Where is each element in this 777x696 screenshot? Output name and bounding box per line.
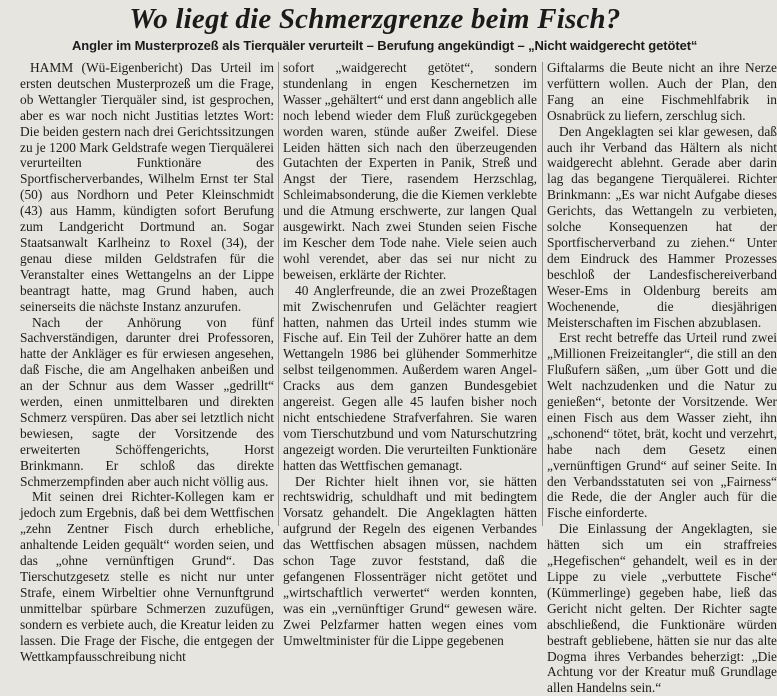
article-headline: Wo liegt die Schmerzgrenze beim Fisch? [129,3,621,35]
article-paragraph: HAMM (Wü-Eigenbericht) Das Urteil im ersten deutschen Musterprozeß um die Frage, ob Wettangler Tierquäler sind, ist gesprochen, aber es war noch nicht Justitias letztes Wort: Die beiden gestern nach drei Gerichtssitzungen zu je 1200 Mark Geldstrafe wegen Tierquälerei verurteilten Funktionäre des Sportfischerverbandes, Wilhelm Ernst ter Stal (50) aus Nordhorn und Peter Kleinschmidt (43) aus Hamm, kündigten sofort Berufung zum Landgericht Dortmund an. Sogar Staatsanwalt Karlheinz to Roxel (34), der genau diese milden Geldstrafen für die Veranstalter eines Wettangelns an der Lippe beantragt hatte, mag Grund haben, auch seinerseits die nächste Instanz anzurufen. [20,60,274,314]
article-column-2 [283,60,537,648]
article-column-3 [547,60,777,696]
article-paragraph: Erst recht betreffe das Urteil rund zwei „Millionen Freizeitangler“, die still an den Flußufern säßen, „um über Gott und die Welt nachzudenken und die Natur zu genießen“, betonte der Vorsitzende. Wer einen Fisch aus dem Wasser zieht, ihn „schonend“ tötet, brät, kocht und verzehrt, habe nach dem Gesetz einen „vernünftigen Grund“ auf seiner Seite. In den Verbandsstatuten sei von „Fairness“ die Rede, die der Angler auch für die Fische einforderte. [547,330,777,521]
article-paragraph: Die Einlassung der Angeklagten, sie hätten sich um ein straffreies „Hegefischen“ gehandelt, weil es in der Lippe zu viele „verbuttete Fische“ (Kümmerlinge) gegeben habe, ließ das Gericht nicht gelten. Der Richter sagte abschließend, die Funktionäre würden bestraft gebliebene, hätten sie nur das alte Dogma ihres Verbandes beherzigt: „Die Achtung vor der Kreatur muß Grundlage allen Handelns sein.“ [547,521,777,696]
article-paragraph: Mit seinen drei Richter-Kollegen kam er jedoch zum Ergebnis, daß bei dem Wettfischen „zehn Zentner Fisch durch erhebliche, anhaltende Leiden gequält“ worden seien, und das „ohne vernünftigen Grund“. Das Tierschutzgesetz stelle es nicht nur unter Strafe, einem Wirbeltier ohne Vernunftgrund unmittelbar spürbare Schmerzen zuzufügen, sondern es verbiete auch, die Kreatur leiden zu lassen. Die Frage der Fische, die entgegen der Wettkampfausschreibung nicht [20,489,274,664]
article-column-1 [20,60,274,664]
article-paragraph: Den Angeklagten sei klar gewesen, daß auch ihr Verband das Hältern als nicht waidgerecht ablehnt. Gerade aber darin lag das begangene Tierquälerei. Richter Brinkmann: „Es war nicht Aufgabe dieses Gerichts, das Wettangeln zu verbieten, solche Konsequenzen hat der Sportfischerverband zu ziehen.“ Unter dem Eindruck des Hammer Prozesses beschloß der Landesfischereiverband Weser-Ems in Oldenburg bereits am Wochenende, die diesjährigen Meisterschaften im Fischen abzublasen. [547,123,777,330]
article-subheadline: Angler im Musterprozeß als Tierquäler verurteilt – Berufung angekündigt – „Nicht waidgerecht getötet“ [72,38,698,53]
article-paragraph: 40 Anglerfreunde, die an zwei Prozeßtagen mit Zwischenrufen und Gelächter reagiert hatten, nahmen das Urteil indes stumm wie Fische auf. Ein Teil der Zuhörer hatte an dem Wettangeln 1986 bei glühender Sommerhitze selbst teilgenommen. Außerdem waren Angel-Cracks aus dem ganzen Bundesgebiet angereist. Gegen alle 45 laufen bisher noch nicht entschiedene Strafverfahren. Sie waren vom Tierschutzbund und vom Naturschutzring angezeigt worden. Die verurteilten Funktionäre hatten das Wettfischen gemanagt. [283,282,537,473]
article-paragraph: sofort „waidgerecht getötet“, sondern stundenlang in engen Keschernetzen im Wasser „gehältert“ und erst dann angeblich alle noch lebend wieder dem Fluß zurückgegeben worden waren, stünde außer Zweifel. Diese Leiden hätten sich nach den überzeugenden Gutachten der Experten in Panik, Streß und Angst der Tiere, rasendem Herzschlag, Schleimabsonderung, die die Kiemen verklebte und die Atmung erschwerte, zur langen Qual ausgewirkt. Nach zwei Stunden seien Fische im Kescher dem Tode nahe. Viele seien auch wohl verendet, aber das sei nur nicht zu beweisen, erklärte der Richter. [283,60,537,282]
column-divider [278,62,279,526]
article-paragraph: Nach der Anhörung von fünf Sachverständigen, darunter drei Professoren, hatte der Ankläger es für erwiesen angesehen, daß Fische, die am Angelhaken anbeißen und an der Schnur aus dem Wasser „gedrillt“ werden, einen unmittelbaren und direkten Schmerz verspüren. Das aber sei letztlich nicht bewiesen, sagte der Vorsitzende des erweiterten Schöffengerichts, Horst Brinkmann. Er schloß das direkte Schmerzempfinden aber auch nicht völlig aus. [20,314,274,489]
article-paragraph: Der Richter hielt ihnen vor, sie hätten rechtswidrig, schuldhaft und mit bedingtem Vorsatz gehandelt. Die Angeklagten hätten aufgrund der Regeln des eigenen Verbandes das Wettfischen absagen müssen, nachdem schon Tage zuvor feststand, daß die gefangenen Flossenträger nicht getötet und „wirtschaftlich verwertet“ werden konnten, was ein „vernünftiger Grund“ gewesen wäre. Zwei Pelzfarmer hatten wegen eines vom Umweltminister für die Lippe gegebenen [283,473,537,648]
column-divider [542,62,543,526]
article-paragraph: Giftalarms die Beute nicht an ihre Nerze verfüttern wollen. Auch der Plan, den Fang an eine Fischmehlfabrik in Osnabrück zu liefern, zerschlug sich. [547,60,777,123]
